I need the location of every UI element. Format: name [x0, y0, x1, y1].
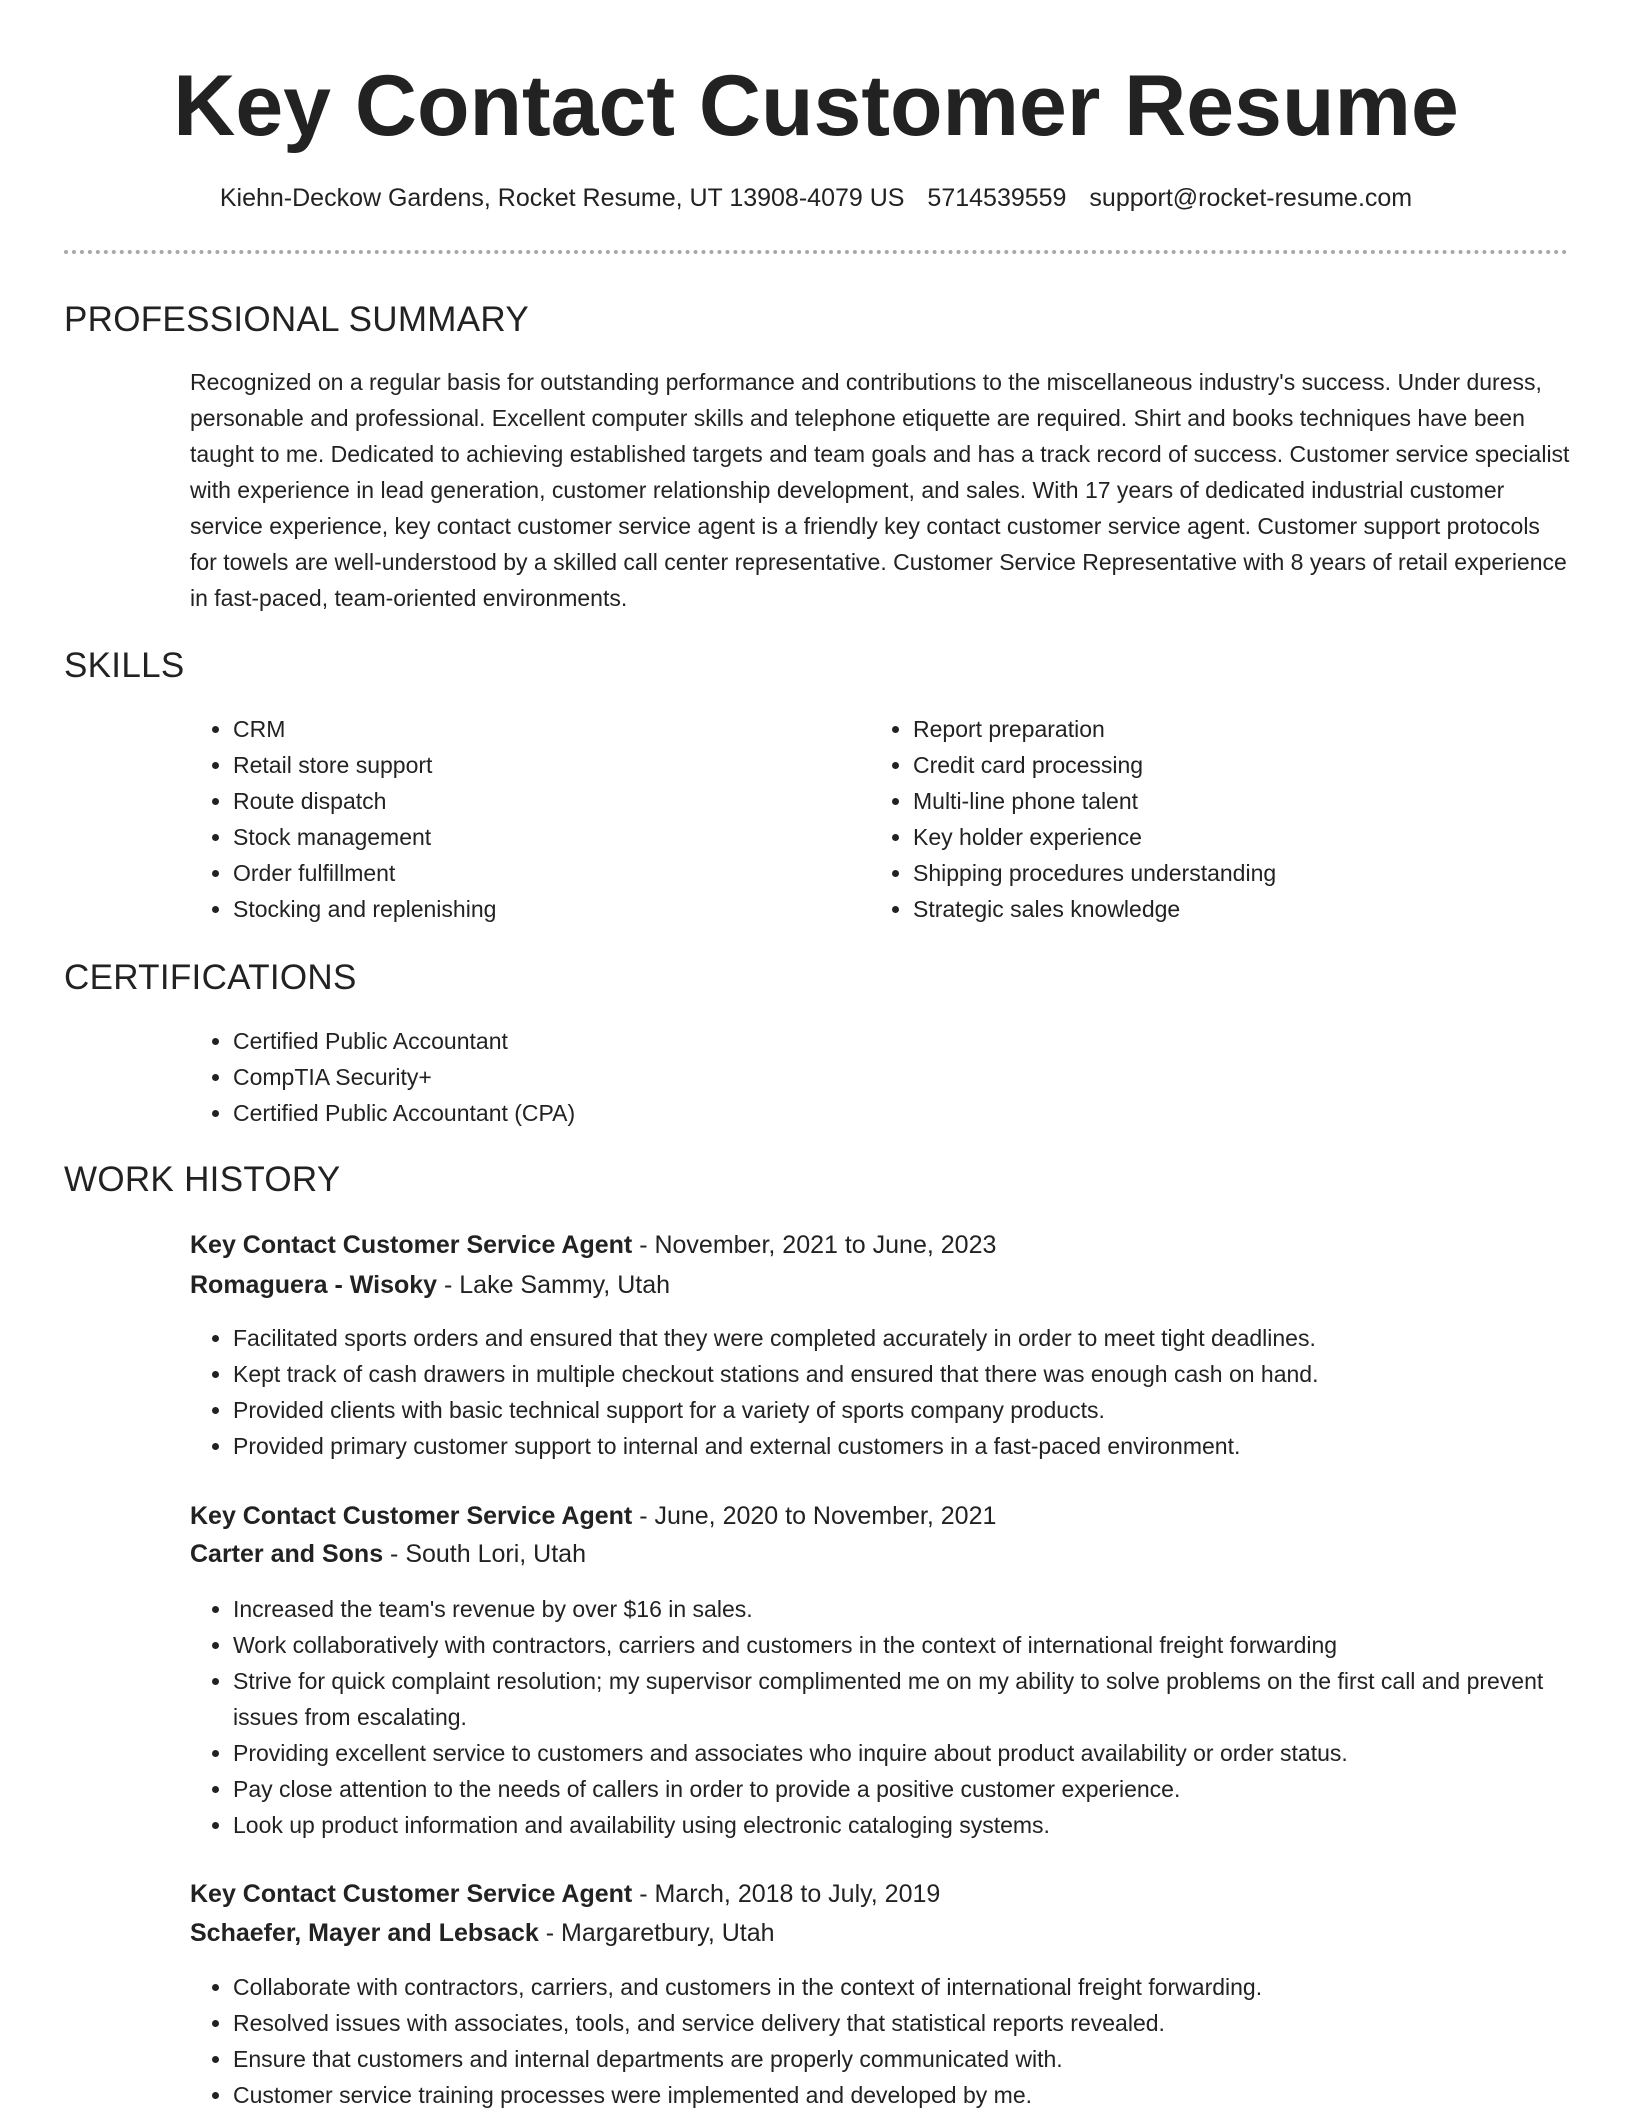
contact-email: support@rocket-resume.com — [1089, 184, 1413, 212]
job-title-line — [190, 1498, 996, 1534]
skills-list-left — [190, 711, 833, 927]
job-bullet: • Providing excellent service to customers and associates who inquire about product availability or order status. — [233, 1735, 1613, 1771]
job-bullet: • Provided primary customer support to internal and external customers in a fast-paced environment. — [233, 1428, 1613, 1464]
job-company-line — [190, 1536, 586, 1572]
skill-item: • Key holder experience — [913, 819, 1573, 855]
certifications-list — [190, 1023, 1533, 1131]
job-dates: - March, 2018 to July, 2019 — [632, 1880, 941, 1908]
job-location: - South Lori, Utah — [383, 1540, 586, 1568]
job-location: - Lake Sammy, Utah — [437, 1271, 671, 1299]
job-company: Romaguera - Wisoky — [190, 1271, 438, 1299]
skills-heading: SKILLS — [64, 646, 185, 685]
job-bullet: • Ensure that customers and internal departments are properly communicated with. — [233, 2041, 1613, 2077]
header-divider — [64, 250, 1568, 254]
job-dates: - November, 2021 to June, 2023 — [632, 1231, 997, 1259]
skill-item: • Stocking and replenishing — [233, 891, 833, 927]
contact-address: Kiehn-Deckow Gardens, Rocket Resume, UT 13908-4079 US — [219, 184, 905, 212]
job-bullet: • Kept track of cash drawers in multiple checkout stations and ensured that there was enough cash on hand. — [233, 1356, 1613, 1392]
job-bullet: • Provided clients with basic technical support for a variety of sports company products. — [233, 1392, 1613, 1428]
job-bullet: • Strive for quick complaint resolution; my supervisor complimented me on my ability to solve problems on the first call and prevent issues from escalating. — [233, 1663, 1613, 1735]
skill-item: • Multi-line phone talent — [913, 783, 1573, 819]
job-bullets — [190, 1969, 1613, 2113]
job-bullet: • Customer service training processes were implemented and developed by me. — [233, 2077, 1613, 2113]
job-company: Carter and Sons — [190, 1540, 384, 1568]
job-company: Schaefer, Mayer and Lebsack — [190, 1919, 539, 1947]
job-dates: - June, 2020 to November, 2021 — [632, 1502, 997, 1530]
resume-name: Key Contact Customer Resume — [173, 58, 1459, 154]
job-bullet: • Resolved issues with associates, tools, and service delivery that statistical reports revealed. — [233, 2005, 1613, 2041]
certification-item: • Certified Public Accountant (CPA) — [233, 1095, 1533, 1131]
skill-item: • Order fulfillment — [233, 855, 833, 891]
contact-line — [0, 180, 1632, 216]
certification-item: • Certified Public Accountant — [233, 1023, 1533, 1059]
job-company-line — [190, 1915, 775, 1951]
job-company-line — [190, 1267, 670, 1303]
job-bullet: • Work collaboratively with contractors, carriers and customers in the context of international freight forwarding — [233, 1627, 1613, 1663]
certifications-heading: CERTIFICATIONS — [64, 958, 357, 997]
summary-heading: PROFESSIONAL SUMMARY — [64, 300, 529, 339]
job-title: Key Contact Customer Service Agent — [190, 1502, 633, 1530]
job-location: - Margaretbury, Utah — [538, 1919, 775, 1947]
job-bullet: • Look up product information and availability using electronic cataloging systems. — [233, 1807, 1613, 1843]
summary-text: Recognized on a regular basis for outstanding performance and contributions to the miscellaneous industry's success. Under duress, personable and professional. Excellent computer skills and telephone etiquette are required. Shirt and books techniques have been taught to me. Dedicated to achieving established targets and team goals and has a track record of success. Customer service specialist with experience in lead generation, customer relationship development, and sales. With 17 years of dedicated industrial customer service experience, key contact customer service agent is a friendly key contact customer service agent. Customer support protocols for towels are well-understood by a skilled call center representative. Customer Service Representative with 8 years of retail experience in fast-paced, team-oriented environments. — [190, 369, 1570, 611]
skill-item: • Shipping procedures understanding — [913, 855, 1573, 891]
skill-item: • Retail store support — [233, 747, 833, 783]
work-history-heading: WORK HISTORY — [64, 1160, 341, 1199]
job-bullet: • Pay close attention to the needs of callers in order to provide a positive customer experience. — [233, 1771, 1613, 1807]
skill-item: • Strategic sales knowledge — [913, 891, 1573, 927]
job-bullet: • Facilitated sports orders and ensured that they were completed accurately in order to meet tight deadlines. — [233, 1320, 1613, 1356]
job-title-line — [190, 1227, 996, 1263]
job-title: Key Contact Customer Service Agent — [190, 1231, 633, 1259]
job-title-line — [190, 1876, 940, 1912]
skill-item: • Route dispatch — [233, 783, 833, 819]
job-bullet: • Increased the team's revenue by over $16 in sales. — [233, 1591, 1613, 1627]
skill-item: • CRM — [233, 711, 833, 747]
contact-phone: 5714539559 — [927, 184, 1067, 212]
skill-item: • Report preparation — [913, 711, 1573, 747]
certification-item: • CompTIA Security+ — [233, 1059, 1533, 1095]
skill-item: • Credit card processing — [913, 747, 1573, 783]
job-bullets — [190, 1320, 1613, 1464]
job-bullet: • Collaborate with contractors, carriers, and customers in the context of international freight forwarding. — [233, 1969, 1613, 2005]
skill-item: • Stock management — [233, 819, 833, 855]
job-bullets — [190, 1591, 1613, 1843]
job-title: Key Contact Customer Service Agent — [190, 1880, 633, 1908]
skills-list-right — [870, 711, 1573, 927]
